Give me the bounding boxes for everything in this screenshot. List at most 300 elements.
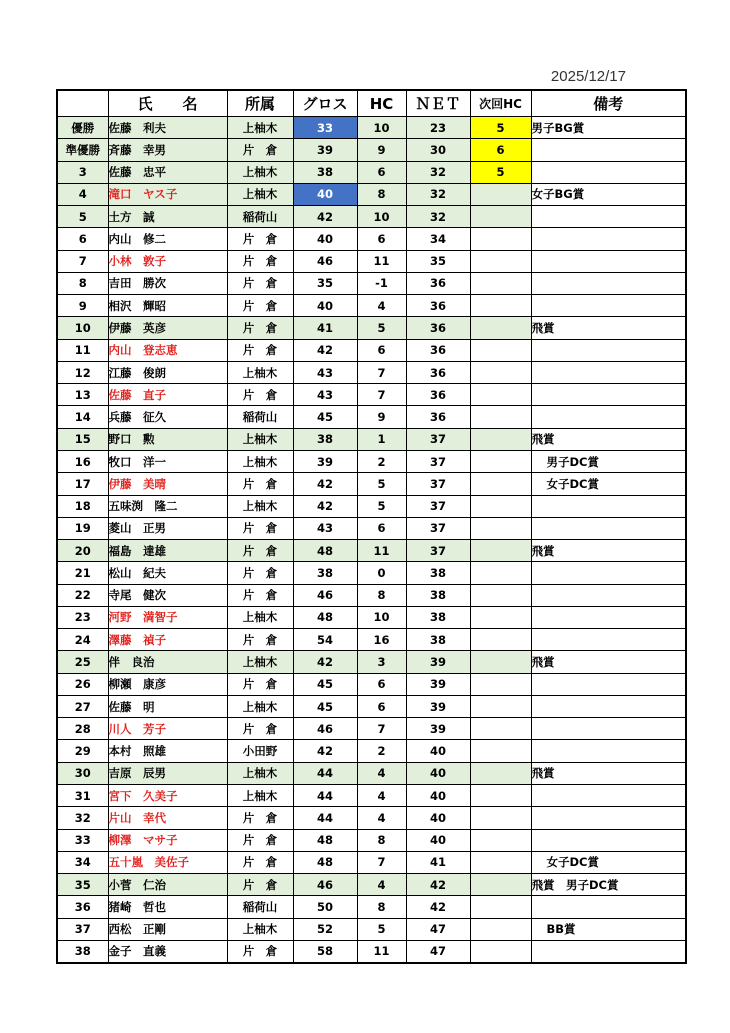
rank-cell: 28 <box>57 718 108 740</box>
gross-score-cell: 42 <box>293 339 357 361</box>
rank-cell: 10 <box>57 317 108 339</box>
net-score-cell: 36 <box>406 339 470 361</box>
handicap-cell: 11 <box>357 250 406 272</box>
note-cell: 男子BG賞 <box>531 117 686 139</box>
table-row <box>57 295 686 317</box>
next-hc-cell <box>470 695 531 717</box>
affiliation-cell: 片 倉 <box>227 851 293 873</box>
affiliation-cell: 上柚木 <box>227 606 293 628</box>
rank-cell: 35 <box>57 874 108 896</box>
handicap-cell: 8 <box>357 183 406 205</box>
rank-cell: 6 <box>57 228 108 250</box>
table-row <box>57 540 686 562</box>
note-cell: 飛賞 男子DC賞 <box>531 874 686 896</box>
net-score-cell: 36 <box>406 384 470 406</box>
rank-cell: 11 <box>57 339 108 361</box>
net-score-cell: 38 <box>406 606 470 628</box>
player-name-cell: 佐藤 忠平 <box>108 161 227 183</box>
note-cell <box>531 406 686 428</box>
note-cell <box>531 339 686 361</box>
gross-score-cell: 45 <box>293 406 357 428</box>
handicap-cell: 7 <box>357 361 406 383</box>
handicap-cell: 10 <box>357 206 406 228</box>
table-row <box>57 851 686 873</box>
player-name-cell: 柳澤 マサ子 <box>108 829 227 851</box>
gross-score-cell: 38 <box>293 428 357 450</box>
rank-cell: 7 <box>57 250 108 272</box>
next-hc-cell <box>470 183 531 205</box>
header-gross: グロス <box>293 90 357 117</box>
handicap-cell: 4 <box>357 807 406 829</box>
table-row <box>57 117 686 139</box>
gross-score-cell: 40 <box>293 183 357 205</box>
header-affiliation: 所属 <box>227 90 293 117</box>
player-name-cell: 吉原 辰男 <box>108 762 227 784</box>
player-name-cell: 吉田 勝次 <box>108 272 227 294</box>
table-row <box>57 450 686 472</box>
affiliation-cell: 片 倉 <box>227 718 293 740</box>
note-cell: BB賞 <box>531 918 686 940</box>
note-cell: 飛賞 <box>531 317 686 339</box>
gross-score-cell: 43 <box>293 517 357 539</box>
table-row <box>57 361 686 383</box>
table-row <box>57 206 686 228</box>
handicap-cell: 4 <box>357 295 406 317</box>
next-hc-cell <box>470 206 531 228</box>
affiliation-cell: 片 倉 <box>227 517 293 539</box>
note-cell <box>531 740 686 762</box>
player-name-cell: 西松 正剛 <box>108 918 227 940</box>
gross-score-cell: 54 <box>293 629 357 651</box>
table-row <box>57 874 686 896</box>
gross-score-cell: 52 <box>293 918 357 940</box>
header-row <box>57 90 686 117</box>
note-cell <box>531 295 686 317</box>
note-cell <box>531 807 686 829</box>
player-name-cell: 内山 修二 <box>108 228 227 250</box>
next-hc-cell <box>470 673 531 695</box>
gross-score-cell: 42 <box>293 651 357 673</box>
affiliation-cell: 片 倉 <box>227 562 293 584</box>
gross-score-cell: 41 <box>293 317 357 339</box>
table-row <box>57 183 686 205</box>
rank-cell: 27 <box>57 695 108 717</box>
player-name-cell: 宮下 久美子 <box>108 784 227 806</box>
next-hc-cell <box>470 784 531 806</box>
next-hc-cell <box>470 651 531 673</box>
rank-cell: 37 <box>57 918 108 940</box>
handicap-cell: 8 <box>357 896 406 918</box>
gross-score-cell: 42 <box>293 740 357 762</box>
note-cell <box>531 250 686 272</box>
gross-score-cell: 46 <box>293 250 357 272</box>
handicap-cell: 8 <box>357 829 406 851</box>
rank-cell: 26 <box>57 673 108 695</box>
handicap-cell: 7 <box>357 851 406 873</box>
next-hc-cell: 6 <box>470 139 531 161</box>
rank-cell: 36 <box>57 896 108 918</box>
rank-cell: 準優勝 <box>57 139 108 161</box>
handicap-cell: 7 <box>357 384 406 406</box>
affiliation-cell: 片 倉 <box>227 673 293 695</box>
gross-score-cell: 42 <box>293 473 357 495</box>
rank-cell: 22 <box>57 584 108 606</box>
table-row <box>57 651 686 673</box>
next-hc-cell <box>470 740 531 762</box>
net-score-cell: 30 <box>406 139 470 161</box>
player-name-cell: 内山 登志恵 <box>108 339 227 361</box>
affiliation-cell: 片 倉 <box>227 272 293 294</box>
gross-score-cell: 58 <box>293 940 357 963</box>
handicap-cell: -1 <box>357 272 406 294</box>
handicap-cell: 5 <box>357 473 406 495</box>
player-name-cell: 片山 幸代 <box>108 807 227 829</box>
table-row <box>57 339 686 361</box>
handicap-cell: 10 <box>357 117 406 139</box>
net-score-cell: 39 <box>406 651 470 673</box>
affiliation-cell: 稲荷山 <box>227 206 293 228</box>
handicap-cell: 6 <box>357 673 406 695</box>
next-hc-cell <box>470 339 531 361</box>
next-hc-cell <box>470 762 531 784</box>
table-row <box>57 807 686 829</box>
affiliation-cell: 片 倉 <box>227 139 293 161</box>
affiliation-cell: 上柚木 <box>227 651 293 673</box>
handicap-cell: 6 <box>357 228 406 250</box>
affiliation-cell: 上柚木 <box>227 161 293 183</box>
affiliation-cell: 上柚木 <box>227 428 293 450</box>
next-hc-cell <box>470 228 531 250</box>
header-hc: HC <box>357 90 406 117</box>
next-hc-cell <box>470 606 531 628</box>
rank-cell: 29 <box>57 740 108 762</box>
gross-score-cell: 46 <box>293 584 357 606</box>
next-hc-cell <box>470 428 531 450</box>
next-hc-cell <box>470 829 531 851</box>
next-hc-cell <box>470 250 531 272</box>
next-hc-cell <box>470 473 531 495</box>
net-score-cell: 38 <box>406 584 470 606</box>
note-cell <box>531 673 686 695</box>
player-name-cell: 福島 達雄 <box>108 540 227 562</box>
note-cell <box>531 384 686 406</box>
net-score-cell: 42 <box>406 896 470 918</box>
rank-cell: 38 <box>57 940 108 963</box>
player-name-cell: 伊藤 英彦 <box>108 317 227 339</box>
gross-score-cell: 48 <box>293 829 357 851</box>
note-cell: 女子BG賞 <box>531 183 686 205</box>
gross-score-cell: 33 <box>293 117 357 139</box>
gross-score-cell: 44 <box>293 784 357 806</box>
note-cell <box>531 517 686 539</box>
table-row <box>57 517 686 539</box>
rank-cell: 3 <box>57 161 108 183</box>
net-score-cell: 38 <box>406 629 470 651</box>
note-cell: 男子DC賞 <box>531 450 686 472</box>
net-score-cell: 32 <box>406 206 470 228</box>
rank-cell: 31 <box>57 784 108 806</box>
affiliation-cell: 上柚木 <box>227 361 293 383</box>
player-name-cell: 河野 満智子 <box>108 606 227 628</box>
handicap-cell: 1 <box>357 428 406 450</box>
table-row <box>57 718 686 740</box>
net-score-cell: 37 <box>406 473 470 495</box>
handicap-cell: 6 <box>357 339 406 361</box>
player-name-cell: 伊藤 美晴 <box>108 473 227 495</box>
gross-score-cell: 48 <box>293 606 357 628</box>
net-score-cell: 40 <box>406 807 470 829</box>
note-cell <box>531 896 686 918</box>
table-row <box>57 762 686 784</box>
net-score-cell: 36 <box>406 317 470 339</box>
next-hc-cell <box>470 562 531 584</box>
rank-cell: 16 <box>57 450 108 472</box>
affiliation-cell: 片 倉 <box>227 228 293 250</box>
handicap-cell: 9 <box>357 139 406 161</box>
player-name-cell: 小林 敦子 <box>108 250 227 272</box>
net-score-cell: 39 <box>406 695 470 717</box>
rank-cell: 23 <box>57 606 108 628</box>
handicap-cell: 5 <box>357 495 406 517</box>
table-row <box>57 139 686 161</box>
net-score-cell: 23 <box>406 117 470 139</box>
handicap-cell: 2 <box>357 450 406 472</box>
net-score-cell: 36 <box>406 272 470 294</box>
handicap-cell: 5 <box>357 918 406 940</box>
header-rank <box>57 90 108 117</box>
gross-score-cell: 43 <box>293 384 357 406</box>
rank-cell: 優勝 <box>57 117 108 139</box>
net-score-cell: 40 <box>406 829 470 851</box>
player-name-cell: 五味渕 隆二 <box>108 495 227 517</box>
rank-cell: 34 <box>57 851 108 873</box>
net-score-cell: 47 <box>406 940 470 963</box>
affiliation-cell: 片 倉 <box>227 384 293 406</box>
note-cell <box>531 361 686 383</box>
player-name-cell: 猪崎 哲也 <box>108 896 227 918</box>
table-row <box>57 272 686 294</box>
next-hc-cell <box>470 851 531 873</box>
net-score-cell: 47 <box>406 918 470 940</box>
affiliation-cell: 片 倉 <box>227 540 293 562</box>
table-row <box>57 228 686 250</box>
gross-score-cell: 46 <box>293 718 357 740</box>
next-hc-cell <box>470 517 531 539</box>
affiliation-cell: 片 倉 <box>227 250 293 272</box>
next-hc-cell <box>470 317 531 339</box>
table-row <box>57 384 686 406</box>
table-row <box>57 473 686 495</box>
gross-score-cell: 39 <box>293 139 357 161</box>
note-cell: 女子DC賞 <box>531 473 686 495</box>
net-score-cell: 36 <box>406 406 470 428</box>
player-name-cell: 佐藤 明 <box>108 695 227 717</box>
note-cell <box>531 139 686 161</box>
gross-score-cell: 38 <box>293 562 357 584</box>
affiliation-cell: 片 倉 <box>227 473 293 495</box>
table-row <box>57 161 686 183</box>
table-row <box>57 940 686 963</box>
table-row <box>57 896 686 918</box>
rank-cell: 13 <box>57 384 108 406</box>
rank-cell: 14 <box>57 406 108 428</box>
net-score-cell: 40 <box>406 762 470 784</box>
header-name: 氏 名 <box>108 90 227 117</box>
header-net: ＮＥＴ <box>406 90 470 117</box>
gross-score-cell: 38 <box>293 161 357 183</box>
note-cell: 女子DC賞 <box>531 851 686 873</box>
table-row <box>57 428 686 450</box>
net-score-cell: 37 <box>406 517 470 539</box>
next-hc-cell <box>470 807 531 829</box>
affiliation-cell: 上柚木 <box>227 918 293 940</box>
player-name-cell: 佐藤 利夫 <box>108 117 227 139</box>
handicap-cell: 6 <box>357 695 406 717</box>
gross-score-cell: 44 <box>293 807 357 829</box>
affiliation-cell: 片 倉 <box>227 940 293 963</box>
table-row <box>57 562 686 584</box>
handicap-cell: 0 <box>357 562 406 584</box>
rank-cell: 5 <box>57 206 108 228</box>
affiliation-cell: 片 倉 <box>227 874 293 896</box>
player-name-cell: 兵藤 征久 <box>108 406 227 428</box>
affiliation-cell: 稲荷山 <box>227 896 293 918</box>
net-score-cell: 36 <box>406 361 470 383</box>
next-hc-cell <box>470 384 531 406</box>
net-score-cell: 37 <box>406 450 470 472</box>
net-score-cell: 37 <box>406 428 470 450</box>
affiliation-cell: 片 倉 <box>227 584 293 606</box>
note-cell <box>531 562 686 584</box>
rank-cell: 9 <box>57 295 108 317</box>
player-name-cell: 相沢 輝昭 <box>108 295 227 317</box>
affiliation-cell: 片 倉 <box>227 829 293 851</box>
handicap-cell: 10 <box>357 606 406 628</box>
table-row <box>57 918 686 940</box>
handicap-cell: 11 <box>357 540 406 562</box>
note-cell: 飛賞 <box>531 651 686 673</box>
handicap-cell: 8 <box>357 584 406 606</box>
handicap-cell: 3 <box>357 651 406 673</box>
handicap-cell: 4 <box>357 874 406 896</box>
net-score-cell: 32 <box>406 161 470 183</box>
rank-cell: 18 <box>57 495 108 517</box>
rank-cell: 8 <box>57 272 108 294</box>
note-cell <box>531 495 686 517</box>
affiliation-cell: 上柚木 <box>227 762 293 784</box>
handicap-cell: 9 <box>357 406 406 428</box>
note-cell <box>531 161 686 183</box>
net-score-cell: 32 <box>406 183 470 205</box>
note-cell <box>531 718 686 740</box>
table-row <box>57 784 686 806</box>
rank-cell: 4 <box>57 183 108 205</box>
table-row <box>57 695 686 717</box>
gross-score-cell: 43 <box>293 361 357 383</box>
table-row <box>57 606 686 628</box>
gross-score-cell: 40 <box>293 228 357 250</box>
affiliation-cell: 片 倉 <box>227 629 293 651</box>
net-score-cell: 40 <box>406 740 470 762</box>
affiliation-cell: 小田野 <box>227 740 293 762</box>
affiliation-cell: 上柚木 <box>227 784 293 806</box>
player-name-cell: 野口 勲 <box>108 428 227 450</box>
handicap-cell: 5 <box>357 317 406 339</box>
net-score-cell: 34 <box>406 228 470 250</box>
player-name-cell: 寺尾 健次 <box>108 584 227 606</box>
next-hc-cell <box>470 584 531 606</box>
next-hc-cell: 5 <box>470 161 531 183</box>
next-hc-cell <box>470 896 531 918</box>
next-hc-cell <box>470 629 531 651</box>
net-score-cell: 37 <box>406 495 470 517</box>
rank-cell: 17 <box>57 473 108 495</box>
player-name-cell: 江藤 俊朗 <box>108 361 227 383</box>
note-cell: 飛賞 <box>531 762 686 784</box>
note-cell <box>531 584 686 606</box>
player-name-cell: 滝口 ヤス子 <box>108 183 227 205</box>
player-name-cell: 川人 芳子 <box>108 718 227 740</box>
next-hc-cell <box>470 718 531 740</box>
note-cell <box>531 629 686 651</box>
table-row <box>57 317 686 339</box>
net-score-cell: 39 <box>406 673 470 695</box>
rank-cell: 24 <box>57 629 108 651</box>
note-cell <box>531 606 686 628</box>
note-cell <box>531 206 686 228</box>
gross-score-cell: 44 <box>293 762 357 784</box>
note-cell: 飛賞 <box>531 428 686 450</box>
next-hc-cell <box>470 874 531 896</box>
player-name-cell: 牧口 洋一 <box>108 450 227 472</box>
net-score-cell: 38 <box>406 562 470 584</box>
gross-score-cell: 35 <box>293 272 357 294</box>
net-score-cell: 40 <box>406 784 470 806</box>
player-name-cell: 本村 照雄 <box>108 740 227 762</box>
net-score-cell: 35 <box>406 250 470 272</box>
handicap-cell: 7 <box>357 718 406 740</box>
rank-cell: 20 <box>57 540 108 562</box>
handicap-cell: 4 <box>357 762 406 784</box>
gross-score-cell: 48 <box>293 540 357 562</box>
player-name-cell: 柳瀬 康彦 <box>108 673 227 695</box>
affiliation-cell: 片 倉 <box>227 807 293 829</box>
table-row <box>57 740 686 762</box>
next-hc-cell <box>470 406 531 428</box>
note-cell <box>531 829 686 851</box>
player-name-cell: 斉藤 幸男 <box>108 139 227 161</box>
next-hc-cell <box>470 295 531 317</box>
handicap-cell: 6 <box>357 517 406 539</box>
note-cell <box>531 695 686 717</box>
rank-cell: 19 <box>57 517 108 539</box>
net-score-cell: 37 <box>406 540 470 562</box>
player-name-cell: 金子 直義 <box>108 940 227 963</box>
table-row <box>57 495 686 517</box>
handicap-cell: 6 <box>357 161 406 183</box>
rank-cell: 33 <box>57 829 108 851</box>
net-score-cell: 36 <box>406 295 470 317</box>
handicap-cell: 2 <box>357 740 406 762</box>
gross-score-cell: 40 <box>293 295 357 317</box>
rank-cell: 32 <box>57 807 108 829</box>
header-next-hc: 次回HC <box>470 90 531 117</box>
gross-score-cell: 48 <box>293 851 357 873</box>
table-row <box>57 629 686 651</box>
net-score-cell: 41 <box>406 851 470 873</box>
table-row <box>57 673 686 695</box>
affiliation-cell: 上柚木 <box>227 695 293 717</box>
